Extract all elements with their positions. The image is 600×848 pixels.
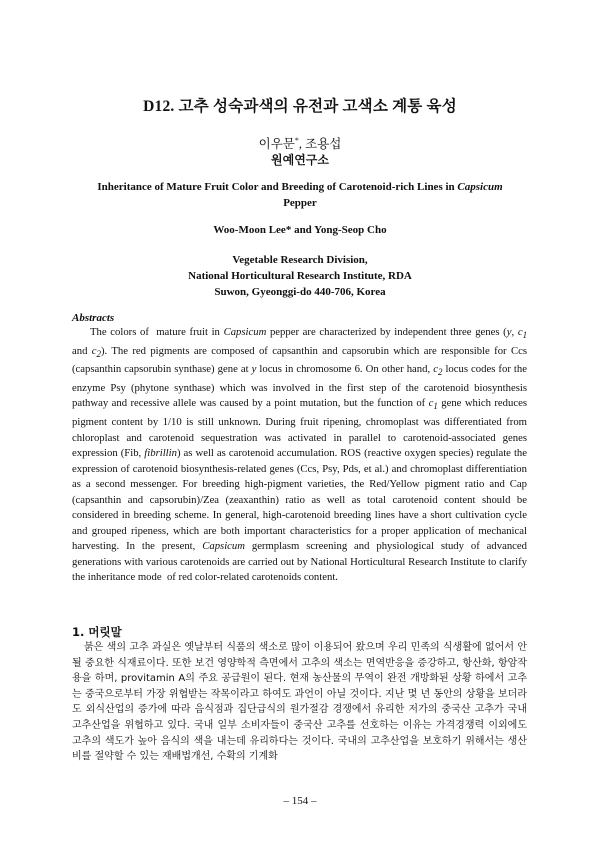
paper-title-en (0, 179, 600, 211)
authors-en: Woo-Moon Lee* and Yong-Seop Cho (213, 224, 387, 236)
intro-body: 붉은 색의 고추 과실은 옛날부터 식품의 색소로 많이 이용되어 왔으며 우리 민족의 식생활에 없어서 안될 중요한 식재료이다. 또한 보건 영양학적 측면에서 고추의 색소는 면역반응을 증강하고, 항산화, 항암작용을 하며, provitamin A의 주요 공급원이 된다. 현재 농산물의 무역이 완전 개방화된 상황 하에서 고추는 중국으로부터 가장 위협받는 작목이라고 하여도 과언이 아닐 것이다. 지난 몇 년 동안의 상황을 보더라도 외식산업의 증가에 따라 음식점과 집단급식의 원가절감 경쟁에서 유리한 저가의 중국산 고추가 국내 고추산업을 위협하고 있다. 국내 일부 소비자들이 중국산 고추를 선호하는 이유는 가격경쟁력 이외에도 고추의 색도가 높아 음식의 색을 내는데 유리하다는 것이다. 국내의 고추산업을 보호하기 위해서는 생산비를 절약할 수 있는 재배법개선, 수확의 기계화 (72, 642, 527, 763)
affiliation-line-2: National Horticultural Research Institute, RDA (188, 270, 412, 282)
authors-ko (0, 134, 600, 152)
paper-title-ko: D12. 고추 성숙과색의 유전과 고색소 계통 육성 (143, 98, 457, 115)
section-heading-intro: 1. 머릿말 (72, 625, 122, 639)
authors-ko-text: 이우문*, 조용섭 (258, 135, 342, 151)
abstract-body: The colors of mature fruit in Capsicum pepper are characterized by independent three genes (y, $c_1$ and $c_2$). The red pigments are composed of capsanthin and capsorubin which are responsible for Ccs (capsanthin capsorubin synthase) gene at y locus in chromosome 6. On other hand, $c_2$ locus codes for the enzyme Psy (phytone synthase) which was involved in the first step of the carotenoid biosynthesis pathway and recessive allele was caused by a point mutation, but the function of $c_1$ gene which reduces pigment content by 1/10 is still unknown. During fruit ripening, chromoplast was differentiated from chloroplast and carotenoid sequestration was activated in parallel to carotenoid-associated genes expression (Fib, fibrillin) as well as carotenoid accumulation. ROS (reactive oxygen species) regulate the expression of carotenoid biosynthesis-related genes (Ccs, Psy, Pds, et al.) and chromoplast differentiation as a second messenger. For breeding high-pigment varieties, the Red/Yellow pigment ratio and Cap (capsanthin and capsorubin)/Zea (zeaxanthin) ratio as well as total carotenoid content should be considered in breeding scheme. In general, high-carotenoid breeding lines have a short cultivation cycle and grouped ripeness, which are both important characteristics for a proper application of mechanical harvesting. In the present, Capsicum germplasm screening and physiological study of advanced generations with various carotenoids are carried out by National Horticultural Research Institute to clarify the inheritance mode of red color-related carotenoids content. (72, 326, 528, 584)
affiliation-line-1: Vegetable Research Division, (232, 254, 368, 266)
affiliation-line-3: Suwon, Gyeonggi-do 440-706, Korea (214, 286, 386, 298)
title-en-line2: Pepper (283, 197, 317, 209)
institute-ko: 원예연구소 (271, 153, 329, 167)
title-en-line1: Inheritance of Mature Fruit Color and Breeding of Carotenoid-rich Lines in Capsicum (97, 181, 503, 193)
abstract-heading: Abstracts (72, 312, 115, 324)
page-number: – 154 – (283, 795, 317, 807)
